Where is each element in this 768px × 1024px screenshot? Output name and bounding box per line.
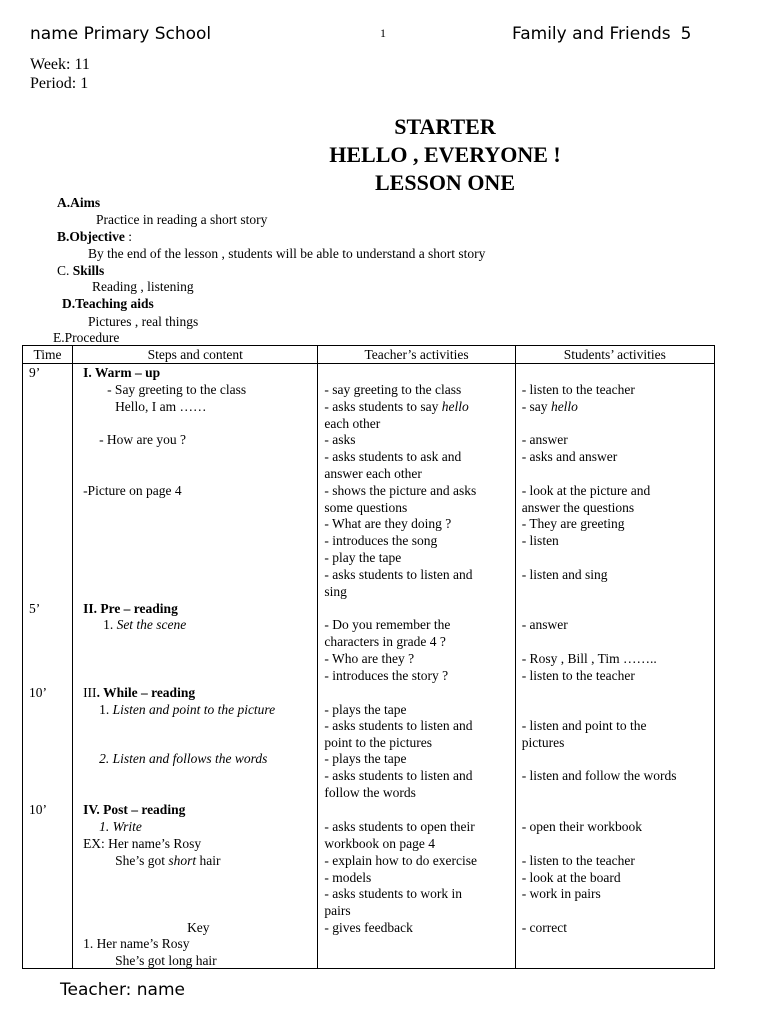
stage-warmup: I. Warm – up bbox=[83, 365, 161, 380]
teacher-line: - play the tape bbox=[324, 550, 402, 565]
stage-post-reading: IV. Post – reading bbox=[83, 802, 186, 817]
teacher-line: - plays the tape bbox=[324, 702, 407, 717]
teacher-line: - asks students to listen and bbox=[324, 567, 473, 582]
student-line: pictures bbox=[521, 735, 565, 750]
table-row bbox=[23, 364, 715, 969]
teacher-line: - What are they doing ? bbox=[324, 516, 452, 531]
step-line: She’s got long hair bbox=[115, 953, 217, 968]
stage-pre-reading: II. Pre – reading bbox=[83, 601, 178, 616]
stage-while-reading: III. While – reading bbox=[83, 685, 196, 700]
header-steps: Steps and content bbox=[73, 346, 318, 364]
step-line: 1. Set the scene bbox=[103, 617, 187, 632]
teacher-line: - introduces the song bbox=[324, 533, 438, 548]
step-line: EX: Her name’s Rosy bbox=[83, 836, 202, 851]
student-line: - answer bbox=[521, 617, 568, 632]
period-label: Period: 1 bbox=[30, 75, 89, 92]
skills-heading: C. Skills bbox=[57, 263, 105, 278]
time-pre-reading: 5’ bbox=[29, 601, 41, 616]
teacher-line: - plays the tape bbox=[324, 751, 407, 766]
step-line: Key bbox=[187, 920, 210, 935]
student-line: - work in pairs bbox=[521, 886, 601, 901]
teacher-line: sing bbox=[324, 584, 347, 599]
student-line: answer the questions bbox=[521, 500, 635, 515]
teacher-line: characters in grade 4 ? bbox=[324, 634, 446, 649]
step-line: 1. Write bbox=[99, 819, 142, 834]
time-post-reading: 10’ bbox=[29, 802, 47, 817]
teacher-line: - Who are they ? bbox=[324, 651, 415, 666]
objective-heading: B.Objective : bbox=[57, 229, 132, 244]
teacher-line: - models bbox=[324, 870, 372, 885]
aims-heading: A.Aims bbox=[57, 195, 101, 210]
student-line: - listen to the teacher bbox=[521, 853, 635, 868]
week-label: Week: 11 bbox=[30, 56, 90, 73]
title-line-1: STARTER bbox=[394, 114, 496, 139]
header-time: Time bbox=[23, 346, 73, 364]
teacher-line: some questions bbox=[324, 500, 408, 515]
teaching-aids-heading: D.Teaching aids bbox=[62, 296, 154, 311]
teacher-line: - asks students to open their bbox=[324, 819, 475, 834]
teacher-line: - gives feedback bbox=[324, 920, 413, 935]
page-number: 1 bbox=[380, 26, 386, 40]
teacher-line: - asks students to ask and bbox=[324, 449, 462, 464]
student-line: - look at the picture and bbox=[521, 483, 651, 498]
student-line: - listen to the teacher bbox=[521, 668, 635, 683]
steps-column bbox=[73, 364, 318, 969]
teacher-line: - asks bbox=[324, 432, 356, 447]
step-line: - How are you ? bbox=[99, 432, 187, 447]
student-line: - Rosy , Bill , Tim …….. bbox=[521, 651, 657, 666]
table-header-row bbox=[23, 346, 715, 364]
time-warmup: 9’ bbox=[29, 365, 41, 380]
student-line: - open their workbook bbox=[521, 819, 643, 834]
title-line-2: HELLO , EVERYONE ! bbox=[329, 142, 561, 167]
student-line: - listen and sing bbox=[521, 567, 608, 582]
skills-text: Reading , listening bbox=[92, 279, 194, 294]
student-line: - They are greeting bbox=[521, 516, 625, 531]
teacher-line: follow the words bbox=[324, 785, 416, 800]
student-line: - asks and answer bbox=[521, 449, 618, 464]
teaching-aids-text: Pictures , real things bbox=[88, 314, 199, 329]
step-line: - Say greeting to the class bbox=[107, 382, 247, 397]
procedure-heading: E.Procedure bbox=[53, 330, 120, 345]
student-line: - listen bbox=[521, 533, 559, 548]
teacher-line: - asks students to work in bbox=[324, 886, 463, 901]
objective-text: By the end of the lesson , students will be able to understand a short story bbox=[88, 246, 486, 261]
student-line: - look at the board bbox=[521, 870, 621, 885]
students-column bbox=[515, 364, 714, 969]
time-column bbox=[23, 364, 73, 969]
step-line: -Picture on page 4 bbox=[83, 483, 182, 498]
teacher-column bbox=[318, 364, 515, 969]
student-line: - say hello bbox=[521, 399, 578, 414]
title-line-3: LESSON ONE bbox=[375, 170, 515, 195]
step-line: Hello, I am …… bbox=[115, 399, 207, 414]
step-line: 2. Listen and follows the words bbox=[99, 751, 268, 766]
step-line: 1. Her name’s Rosy bbox=[83, 936, 190, 951]
teacher-line: - Do you remember the bbox=[324, 617, 451, 632]
student-line: - answer bbox=[521, 432, 568, 447]
student-line: - listen and point to the bbox=[521, 718, 647, 733]
teacher-line: point to the pictures bbox=[324, 735, 433, 750]
student-line: - correct bbox=[521, 920, 568, 935]
book-level: 5 bbox=[680, 24, 692, 44]
header-students: Students’ activities bbox=[515, 346, 714, 364]
teacher-line: - shows the picture and asks bbox=[324, 483, 477, 498]
teacher-line: - say greeting to the class bbox=[324, 382, 462, 397]
teacher-name-footer: Teacher: name bbox=[60, 980, 185, 1000]
book-title bbox=[512, 24, 691, 44]
step-line: 1. Listen and point to the picture bbox=[99, 702, 276, 717]
student-line: - listen and follow the words bbox=[521, 768, 677, 783]
step-line: She’s got short hair bbox=[115, 853, 221, 868]
teacher-line: - asks students to listen and bbox=[324, 718, 473, 733]
teacher-line: - asks students to say hello bbox=[324, 399, 469, 414]
teacher-line: - asks students to listen and bbox=[324, 768, 473, 783]
header-teacher: Teacher’s activities bbox=[318, 346, 515, 364]
time-while-reading: 10’ bbox=[29, 685, 47, 700]
teacher-line: - explain how to do exercise bbox=[324, 853, 477, 868]
student-line: - listen to the teacher bbox=[521, 382, 635, 397]
procedure-table bbox=[22, 345, 715, 969]
teacher-line: - introduces the story ? bbox=[324, 668, 449, 683]
aims-text: Practice in reading a short story bbox=[96, 212, 268, 227]
school-name: name Primary School bbox=[30, 24, 212, 44]
teacher-line: answer each other bbox=[324, 466, 422, 481]
teacher-line: each other bbox=[324, 416, 381, 431]
teacher-line: pairs bbox=[324, 903, 351, 918]
book-name: Family and Friends bbox=[512, 24, 671, 44]
teacher-line: workbook on page 4 bbox=[324, 836, 436, 851]
